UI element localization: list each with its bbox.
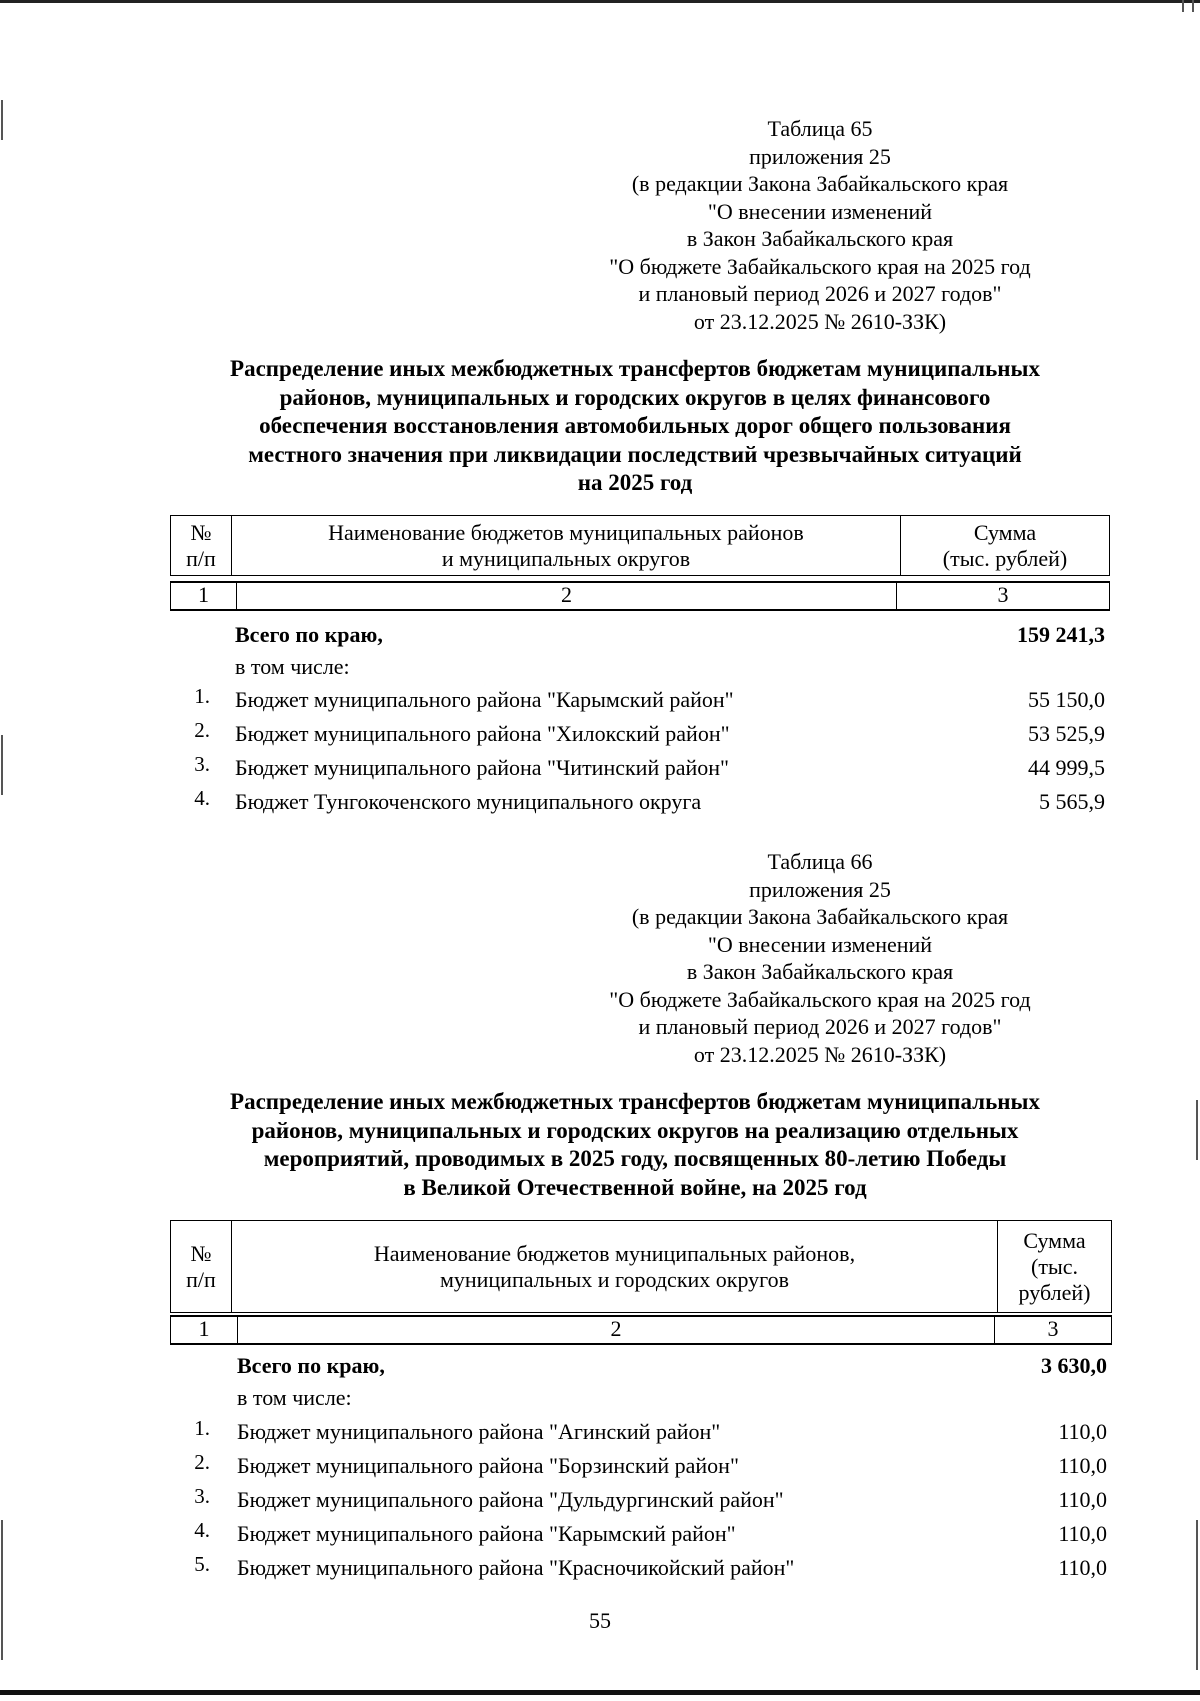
header-num: № п/п [171,1221,232,1313]
header-sum: Сумма (тыс. рублей) [998,1221,1112,1313]
table-header [170,515,1110,576]
column-index-row: 1 2 3 [170,581,1110,611]
header-name: Наименование бюджетов муниципальных районов и муниципальных округов [232,516,901,576]
column-index-row: 1 2 3 [170,1315,1112,1345]
scan-artifact [1196,1520,1198,1670]
scan-artifact [1,735,3,795]
scan-border-top [0,0,1200,3]
table-caption: Таблица 65 приложения 25 (в редакции Закона Забайкальского края "О внесении изменений в Закон Забайкальского края "О бюджете Забайкальского края на 2025 год и плановый период 2026 и 2027 годов" от 23.12.2025 № 2610-ЗЗК) [609,116,1031,334]
scan-artifact [1,100,3,140]
scan-artifact [1,1520,3,1660]
header-name: Наименование бюджетов муниципальных районов, муниципальных и городских округов [232,1221,998,1313]
scan-artifact [1196,1100,1198,1160]
scan-artifact [1192,0,1194,12]
page-number: 55 [589,1608,611,1633]
header-num: № п/п [171,516,232,576]
scan-artifact [1182,0,1184,12]
header-sum: Сумма (тыс. рублей) [901,516,1110,576]
table-header [170,1220,1112,1313]
scan-border-bottom [0,1690,1200,1695]
document-page: Таблица 65 приложения 25 (в редакции Закона Забайкальского края "О внесении изменений в Закон Забайкальского края "О бюджете Забайкальского края на 2025 год и плановый период 2026 и 2027 годов" от 23.12.2025 № 2610-ЗЗК) Распределение иных межбюджетных трансфертов бюджетам муниципальных районов, муниципальных и городских округов в целях финансового обеспечения восстановления автомобильных дорог общего пользования местного значения при ликвидации последствий чрезвычайных ситуаций на 2025 год № п/п Наименование бюджетов муниципальных районов и муниципальных округов Сумма (тыс. рублей) 1 2 3 Всего по краю, 159 241,3 в том числе: 1. Бюджет муниципального района "Карымский район" 55 150,0 2. Бюджет муниципального района "Хилокский район" 53 525,9 3. Бюджет муниципального района "Читинский район" 44 999,5 4. Бюджет Тунгокоченского муниципального округа 5 565,9 Таблица 66 приложения 25 (в редакции Закона Забайкальского края "О внесении изменений в Закон Забайкальского края "О бюджете Забайкальского края на 2025 год и плановый период 2026 и 2027 годов" от 23.12.2025 № 2610-ЗЗК) Распределение иных межбюджетных трансфертов бюджетам муниципальных районов, муниципальных и городских округов на реализацию отдельных мероприятий, проводимых в 2025 году, посвященных 80-летию Победы в Великой Отечественной войне, на 2025 год № п/п Наименование бюджетов муниципальных районов, муниципальных и городских округов Сумма (тыс. рублей) 1 2 3 Всего по краю, 3 630,0 в том числе: 1. Бюджет муниципального района "Агинский район" 110,0 2. Бюджет муниципального района "Борзинский район" 110,0 3. Бюджет муниципального района "Дульдургинский район" 110,0 4. Бюджет муниципального района "Карымский район" 110,0 5. Бюджет муниципального района "Красночикойский район" 110,0 55 [0,0,1200,1701]
table-caption: Таблица 66 приложения 25 (в редакции Закона Забайкальского края "О внесении изменений в Закон Забайкальского края "О бюджете Забайкальского края на 2025 год и плановый период 2026 и 2027 годов" от 23.12.2025 № 2610-ЗЗК) [609,849,1031,1067]
table-title: Распределение иных межбюджетных трансфертов бюджетам муниципальных районов, муниципальных и городских округов на реализацию отдельных мероприятий, проводимых в 2025 году, посвященных 80-летию Победы в Великой Отечественной войне, на 2025 год [230,1089,1040,1200]
table-title: Распределение иных межбюджетных трансфертов бюджетам муниципальных районов, муниципальных и городских округов в целях финансового обеспечения восстановления автомобильных дорог общего пользования местного значения при ликвидации последствий чрезвычайных ситуаций на 2025 год [230,356,1040,495]
